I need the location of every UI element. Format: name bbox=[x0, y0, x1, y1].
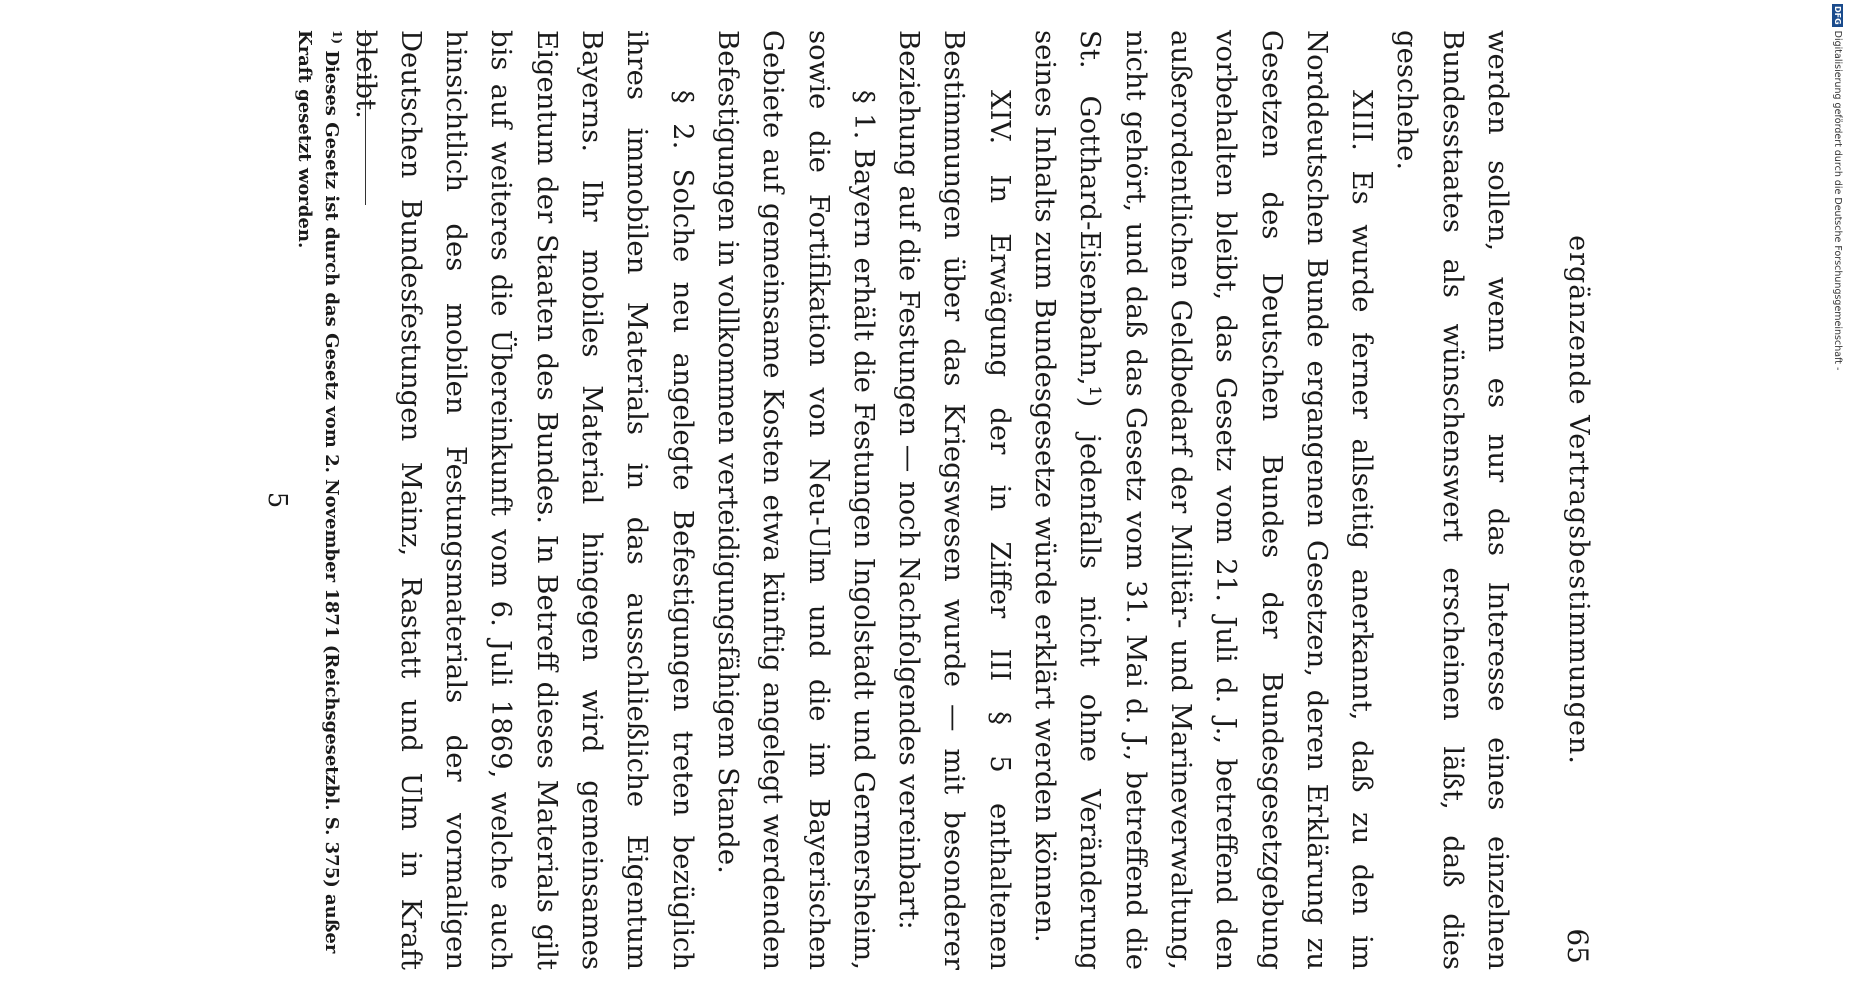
footnote-divider bbox=[365, 30, 366, 205]
signature-mark: 5 bbox=[262, 491, 292, 509]
footnote-marker: 1) bbox=[330, 30, 344, 45]
body-text bbox=[342, 30, 1520, 970]
running-title: ergänzende Vertragsbestimmungen. bbox=[1563, 235, 1594, 765]
page-number: 65 bbox=[1561, 928, 1594, 964]
footnote bbox=[291, 30, 350, 970]
digitization-credit bbox=[1832, 4, 1843, 370]
footnote-text: Dieses Gesetz ist durch das Gesetz vom 2. November 1871 (Reichsgesetzbl. S. 375) außer Kraft gesetzt worden. bbox=[294, 30, 342, 954]
paragraph-continuation: werden sollen, wenn es nur das Interesse eines einzelnen Bundesstaates als wünschenswert erscheinen läßt, daß dies geschehe. bbox=[1391, 30, 1514, 970]
paragraph-section-2: § 2. Solche neu angelegte Befestigungen treten bezüglich ihres immobilen Materials in das ausschließliche Eigentum Bayerns. Ihr mobiles Material hingegen wird gemeinsames Eigentum der Staaten des Bundes. In Betreff dieses Materials gilt bis auf weiteres die Übereinkunft vom 6. Juli 1869, welche auch hinsichtlich des mobilen Festungsmaterials der vormaligen Deutschen Bundesfestungen Mainz, Rastatt und Ulm in Kraft bleibt. bbox=[349, 30, 699, 970]
paragraph-xiii: XIII. Es wurde ferner allseitig anerkannt, daß zu den im Norddeutschen Bunde ergangenen Gesetzen, deren Erklärung zu Gesetzen des Deutschen Bundes der Bundesgesetzgebung vorbehalten bleibt, das Gesetz vom 21. Juli d. J., betreffend den außerordentlichen Geldbedarf der Militär- und Marineverwaltung, nicht gehört, und daß das Gesetz vom 31. Mai d. J., betreffend die St. Gotthard-Eisenbahn,¹) jedenfalls nicht ohne Veränderung seines Inhalts zum Bundesgesetze würde erklärt werden können. bbox=[1029, 30, 1379, 970]
rotated-book-page bbox=[252, 30, 1632, 970]
paragraph-xiv: XIV. In Erwägung der in Ziffer III § 5 enthaltenen Bestimmungen über das Kriegswesen wurde — mit besonderer Beziehung auf die Festungen — noch Nachfolgendes vereinbart: bbox=[893, 30, 1016, 970]
credit-text: Digitalisierung gefördert durch die Deutsche Forschungsgemeinschaft - bbox=[1832, 30, 1843, 371]
running-head bbox=[1562, 30, 1632, 970]
paragraph-section-1: § 1. Bayern erhält die Festungen Ingolstadt und Germersheim, sowie die Fortifikation von Neu-Ulm und die im Bayerischen Gebiete auf gemeinsame Kosten etwa künftig angelegt werdenden Befestigungen in vollkommen verteidigungsfähigem Stande. bbox=[711, 30, 880, 970]
dfg-logo-icon: DFG bbox=[1833, 6, 1842, 25]
